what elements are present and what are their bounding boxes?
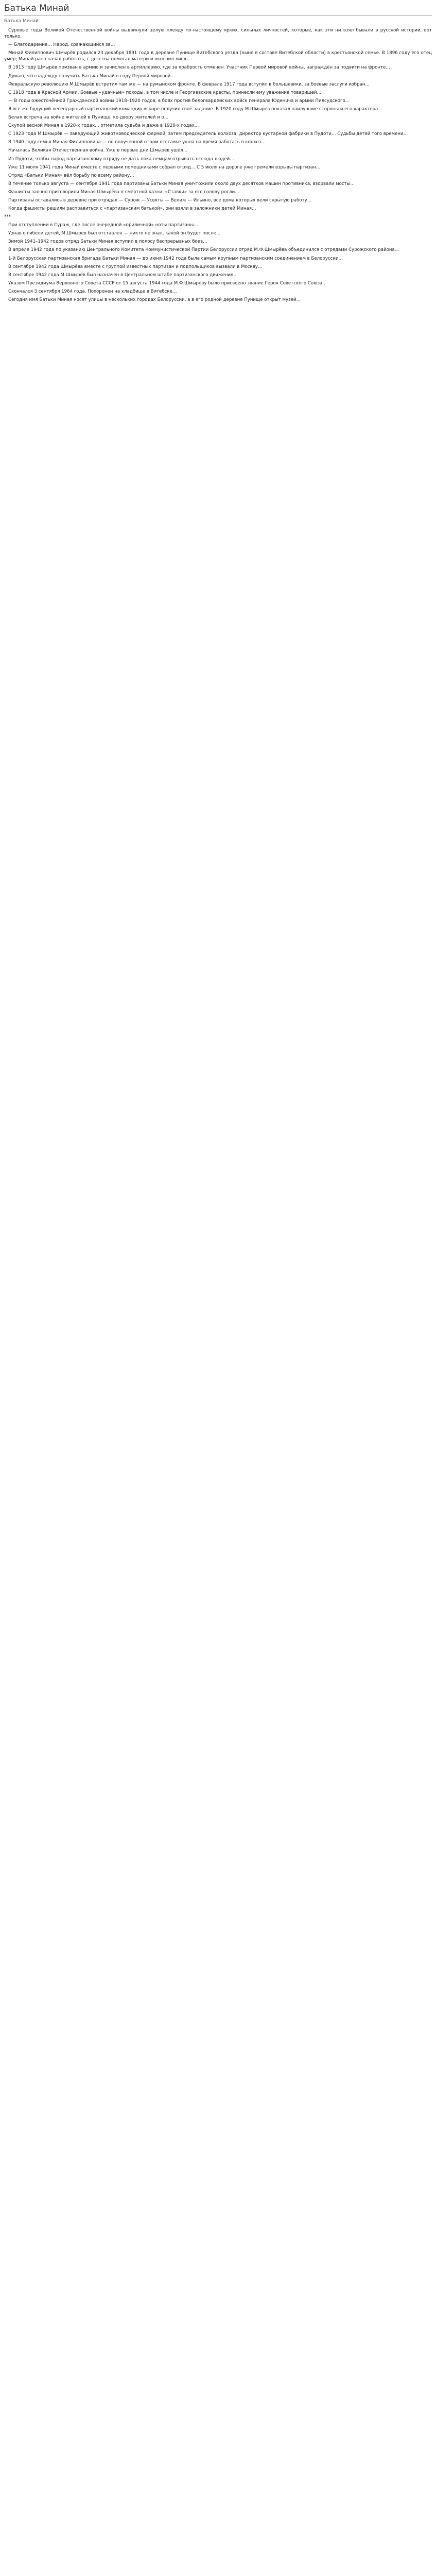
body-paragraph: Зимой 1941–1942 годов отряд Батьки Миная вступил в полосу беспрерывных боев… xyxy=(8,239,207,245)
article-title: Батька Минай xyxy=(4,3,432,16)
body-paragraph: Узнав о гибели детей, М.Шмырёв был отставлен — никто не знал, какой он будет после… xyxy=(8,231,221,236)
body-paragraph: Скончался 3 сентября 1964 года. Похоронен на кладбище в Витебске… xyxy=(8,289,177,294)
body-paragraph: — В годы ожесточённой Гражданской войны 1918–1920 годов, в боях против белогвардейских войск генерала Юденича и армии Пилсудского… xyxy=(8,98,350,104)
body-paragraph: Я все же будущий легендарный партизанский командир вскоре получил своё задание. В 1920 году М.Шмырёв показал наилучшие стороны и его характера… xyxy=(8,106,382,112)
body-paragraph: Думаю, что надежду получить Батька Минай в году Первой мировой… xyxy=(8,73,175,79)
body-paragraph: В сентябре 1942 года Шмырёва вместе с группой известных партизан и подпольщиков вызвали в Москву… xyxy=(8,264,263,269)
section-separator: *** xyxy=(4,214,11,220)
body-paragraph: — Благодарение… Народ, сражающийся за… xyxy=(8,42,115,48)
body-paragraph: Отряд «Батьки Миная» вёл борьбу по всему району… xyxy=(8,173,134,178)
body-paragraph: С 1923 года М.Шмырёв — заведующий животноводческой фермой, затем председатель колхоза, директор кустарной фабрики в Пудоти… Судьбы детей того времени… xyxy=(8,131,408,137)
body-paragraph: Скупой весной Миная в 1920-х годах… отметила судьба и даже в 1920-х годах… xyxy=(8,123,199,129)
body-paragraph: Уже 11 июля 1941 года Минай вместе с первыми помощниками собрал отряд… С 5 июля на дороге уже гремели взрывы партизан… xyxy=(8,164,321,170)
body-paragraph: Февральскую революцию М.Шмырёв встретил там же — на румынском фронте. В феврале 1917 года вступил в большевики, за боевые заслуги избран… xyxy=(8,81,370,87)
article-body xyxy=(4,27,432,303)
body-paragraph: В 1913 году Шмырёв призван в армию и зачислен в артиллерию, где за храбрость отмечен. Участник Первой мировой войны, награждён за подвиги на фронте… xyxy=(8,65,390,71)
body-paragraph: В 1940 году семья Миная Филипповича — по полученной отцом отставке ушла на время работать в колхоз… xyxy=(8,140,266,145)
body-paragraph: Минай Филиппович Шмырёв родился 23 декабря 1891 года в деревне Пунище Витебского уезда (ныне в составе Витебской области) в крестьянской семье. В 1896 году его отец умер; Минай рано начал работать, с детства помогал матери и окончил лишь… xyxy=(4,50,432,62)
body-paragraph: В течение только августа — сентября 1941 года партизаны Батьки Миная уничтожили около двух десятков машин противника, взорвали мосты… xyxy=(8,181,355,187)
body-paragraph: С 1918 года в Красной Армии. Боевые «удачные» походы, в том числе и Георгиевские кресты, принесли ему уважение товарищей… xyxy=(8,90,322,95)
body-paragraph: Сегодня имя Батьки Миная носят улицы в нескольких городах Белоруссии, а в его родной деревне Пунище открыт музей… xyxy=(8,297,301,302)
body-paragraph: В апреле 1942 года по указанию Центрального Комитета Коммунистической Партии Белоруссии отряд М.Ф.Шмырёва объединился с отрядами Сурожского района… xyxy=(8,247,399,253)
body-paragraph: Суровые годы Великой Отечественной войны выдвинули целую плеяду по-настоящему ярких, сильных личностей, которые, как эти ни взял бывали в русской истории, вот только. xyxy=(4,28,432,40)
body-paragraph: Партизаны оставались в деревне при отрядах — Сурож — Усвяты — Велиж — Ильино, все дома которых вели скрытую работу… xyxy=(8,197,312,203)
body-paragraph: Из Пудоти, чтобы народ партизанскому отряду не дать пока немцам отрывать отсюда людей… xyxy=(8,156,234,162)
body-paragraph: При отступлении в Сураж, где после очередной «приличной» ноты партизаны… xyxy=(8,223,198,228)
body-paragraph: Указом Президиума Верховного Совета СССР от 15 августа 1944 года М.Ф.Шмырёву было присвоено звание Героя Советского Союза… xyxy=(8,280,327,286)
body-paragraph: Началась Великая Отечественная война. Уже в первые дни Шмырёв ушёл… xyxy=(8,148,188,154)
body-paragraph: Фашисты заочно приговорили Миная Шмырёва к смертной казни. «Ставки» за его голову росли… xyxy=(8,189,239,195)
body-paragraph: В сентябре 1942 года М.Шмырёв был назначен в Центральном штабе партизанского движения… xyxy=(8,272,238,278)
body-paragraph: Белая встреча на войне жителей в Пунище, ко двору жителей и о… xyxy=(8,115,169,121)
body-paragraph: 1-й Белорусская партизанская бригада Батьки Миная — до июня 1942 года была самым крупным партизанским соединением в Белоруссии… xyxy=(8,256,343,261)
article-byline: Батька Минай xyxy=(4,19,39,24)
body-paragraph: Когда фашисты решили расправиться с «партизанским батькой», они взяли в заложники детей Миная… xyxy=(8,206,256,212)
